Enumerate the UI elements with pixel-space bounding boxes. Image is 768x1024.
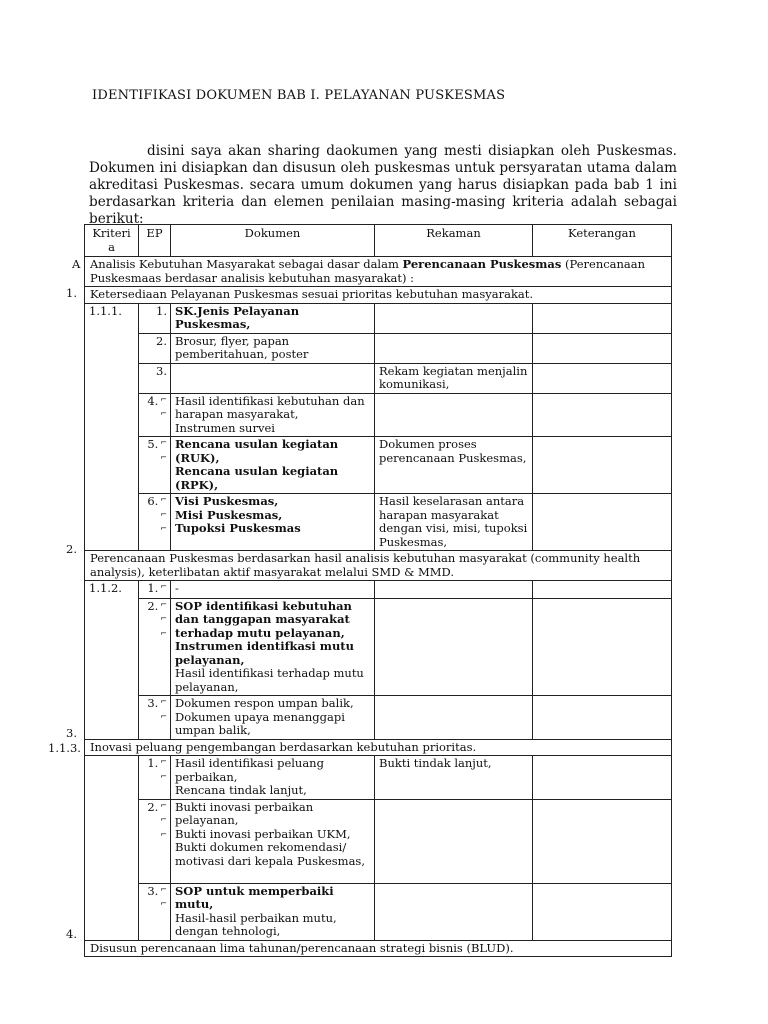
section-3-row — [85, 739, 672, 756]
section-a-text: Analisis Kebutuhan Masyarakat sebagai dasar dalam Perencanaan Puskesmas (Perencanaan Puskesmaas berdasar analisis kebutuhan masyarakat) : — [85, 257, 672, 287]
keterangan-cell — [533, 598, 672, 696]
keterangan-cell — [533, 393, 672, 437]
criteria-1-1-3-cell — [85, 756, 139, 941]
dokumen-cell: Bukti inovasi perbaikan pelayanan, Bukti inovasi perbaikan UKM, Bukti dokumen rekomendasi/ motivasi dari kepala Puskesmas, — [171, 799, 375, 883]
bullet-icon: ⌐ — [160, 884, 167, 894]
keterangan-cell — [533, 581, 672, 599]
rekaman-cell: Dokumen proses perencanaan Puskesmas, — [375, 437, 533, 494]
dokumen-cell: Brosur, flyer, papan pemberitahuan, poster — [171, 333, 375, 363]
bullet-icon: ⌐ — [160, 438, 167, 447]
rekaman-cell — [375, 581, 533, 599]
table-row — [85, 799, 672, 883]
table-row — [85, 363, 672, 393]
dokumen-cell: Dokumen respon umpan balik, Dokumen upaya menanggapi umpan balik, — [171, 696, 375, 740]
ep-number: 2. ⌐ ⌐ ⌐ — [139, 598, 171, 696]
rekaman-cell — [375, 393, 533, 437]
bullet-icon: ⌐ — [160, 524, 167, 533]
dokumen-cell: SK.Jenis Pelayanan Puskesmas, — [171, 303, 375, 333]
ep-number: 6. ⌐ ⌐ ⌐ — [139, 494, 171, 551]
bullet-icon: ⌐ — [160, 815, 167, 824]
table-row — [85, 883, 672, 940]
table-row — [85, 437, 672, 494]
dokumen-cell: Hasil identifikasi kebutuhan dan harapan masyarakat, Instrumen survei — [171, 393, 375, 437]
table-row — [85, 696, 672, 740]
section-4-row — [85, 940, 672, 957]
section-a-marker: A — [72, 257, 81, 271]
table-row — [85, 581, 672, 599]
table-row — [85, 333, 672, 363]
rekaman-cell — [375, 598, 533, 696]
ep-number: 5. ⌐ ⌐ — [139, 437, 171, 494]
ep-number: 3. — [139, 363, 171, 393]
dokumen-cell — [171, 363, 375, 393]
table-header-row — [85, 225, 672, 257]
rekaman-cell — [375, 303, 533, 333]
bullet-icon: ⌐ — [160, 409, 167, 418]
ep-number: 1. ⌐ ⌐ — [139, 756, 171, 800]
bullet-icon: ⌐ — [160, 829, 167, 839]
section-1-number: 1. — [66, 286, 77, 300]
criteria-1-1-2: 1.1.2. — [85, 581, 139, 740]
section-4-text: Disusun perencanaan lima tahunan/perencanaan strategi bisnis (BLUD). — [85, 940, 672, 957]
bullet-icon: ⌐ — [160, 697, 167, 706]
keterangan-cell — [533, 363, 672, 393]
section-1-row — [85, 287, 672, 304]
section-3-number: 3. — [66, 726, 77, 740]
rekaman-cell: Rekam kegiatan menjalin komunikasi, — [375, 363, 533, 393]
document-table — [84, 224, 672, 957]
bullet-icon: ⌐ — [160, 394, 167, 404]
header-rekaman: Rekaman — [375, 225, 533, 257]
keterangan-cell — [533, 756, 672, 800]
table-row — [85, 303, 672, 333]
bullet-icon: ⌐ — [160, 899, 167, 908]
bullet-icon: ⌐ — [160, 509, 167, 519]
ep-number: 1. ⌐ — [139, 581, 171, 599]
section-3-text: Inovasi peluang pengembangan berdasarkan kebutuhan prioritas. — [85, 739, 672, 756]
criteria-1-1-1: 1.1.1. — [85, 303, 139, 551]
table-row — [85, 494, 672, 551]
section-2-number: 2. — [66, 542, 77, 556]
criteria-1-1-3: 1.1.3. — [48, 741, 81, 755]
rekaman-cell — [375, 799, 533, 883]
dokumen-cell: SOP identifikasi kebutuhan dan tanggapan masyarakat terhadap mutu pelayanan, Instrumen identifkasi mutu pelayanan, Hasil identifikasi terhadap mutu pelayanan, — [171, 598, 375, 696]
keterangan-cell — [533, 696, 672, 740]
keterangan-cell — [533, 437, 672, 494]
bullet-icon: ⌐ — [160, 495, 167, 504]
section-1-text: Ketersediaan Pelayanan Puskesmas sesuai prioritas kebutuhan masyarakat. — [85, 287, 672, 304]
dokumen-cell: SOP untuk memperbaiki mutu, Hasil-hasil perbaikan mutu, dengan tehnologi, — [171, 883, 375, 940]
ep-number: 2. ⌐ ⌐ ⌐ — [139, 799, 171, 883]
keterangan-cell — [533, 799, 672, 883]
table-row — [85, 756, 672, 800]
header-kriteria: Kriteri a — [85, 225, 139, 257]
keterangan-cell — [533, 494, 672, 551]
keterangan-cell — [533, 333, 672, 363]
bullet-icon: ⌐ — [160, 614, 167, 623]
rekaman-cell: Hasil keselarasan antara harapan masyarakat dengan visi, misi, tupoksi Puskesmas, — [375, 494, 533, 551]
section-2-text: Perencanaan Puskesmas berdasarkan hasil analisis kebutuhan masyarakat (community health analysis), keterlibatan aktif masyarakat melalui SMD & MMD. — [85, 551, 672, 581]
dokumen-cell: Rencana usulan kegiatan (RUK), Rencana usulan kegiatan (RPK), — [171, 437, 375, 494]
bullet-icon: ⌐ — [160, 771, 167, 781]
rekaman-cell — [375, 333, 533, 363]
header-keterangan: Keterangan — [533, 225, 672, 257]
keterangan-cell — [533, 303, 672, 333]
document-title: IDENTIFIKASI DOKUMEN BAB I. PELAYANAN PUSKESMAS — [92, 88, 506, 103]
section-a-row — [85, 257, 672, 287]
ep-number: 3. ⌐ ⌐ — [139, 883, 171, 940]
rekaman-cell — [375, 696, 533, 740]
bullet-icon: ⌐ — [160, 757, 167, 766]
bullet-icon: ⌐ — [160, 628, 167, 638]
section-4-number: 4. — [66, 927, 77, 941]
header-dokumen: Dokumen — [171, 225, 375, 257]
keterangan-cell — [533, 883, 672, 940]
dokumen-cell: Visi Puskesmas, Misi Puskesmas, Tupoksi Puskesmas — [171, 494, 375, 551]
dokumen-cell: Hasil identifikasi peluang perbaikan, Rencana tindak lanjut, — [171, 756, 375, 800]
header-ep: EP — [139, 225, 171, 257]
bullet-icon: ⌐ — [160, 711, 167, 721]
bullet-icon: ⌐ — [160, 599, 167, 609]
ep-number: 1. — [139, 303, 171, 333]
ep-number: 3. ⌐ ⌐ — [139, 696, 171, 740]
bullet-icon: ⌐ — [160, 800, 167, 810]
table-row — [85, 393, 672, 437]
dokumen-cell: - — [171, 581, 375, 599]
table-row — [85, 598, 672, 696]
section-2-row — [85, 551, 672, 581]
bullet-icon: ⌐ — [160, 582, 167, 591]
ep-number: 4. ⌐ ⌐ — [139, 393, 171, 437]
rekaman-cell: Bukti tindak lanjut, — [375, 756, 533, 800]
intro-paragraph: disini saya akan sharing daokumen yang mesti disiapkan oleh Puskesmas. Dokumen ini disiapkan dan disusun oleh puskesmas untuk persyaratan utama dalam akreditasi Puskesmas. secara umum dokumen yang harus disiapkan pada bab 1 ini berdasarkan kriteria dan elemen penilaian masing-masing kriteria adalah sebagai berikut: — [89, 143, 677, 227]
ep-number: 2. — [139, 333, 171, 363]
bullet-icon: ⌐ — [160, 452, 167, 462]
rekaman-cell — [375, 883, 533, 940]
